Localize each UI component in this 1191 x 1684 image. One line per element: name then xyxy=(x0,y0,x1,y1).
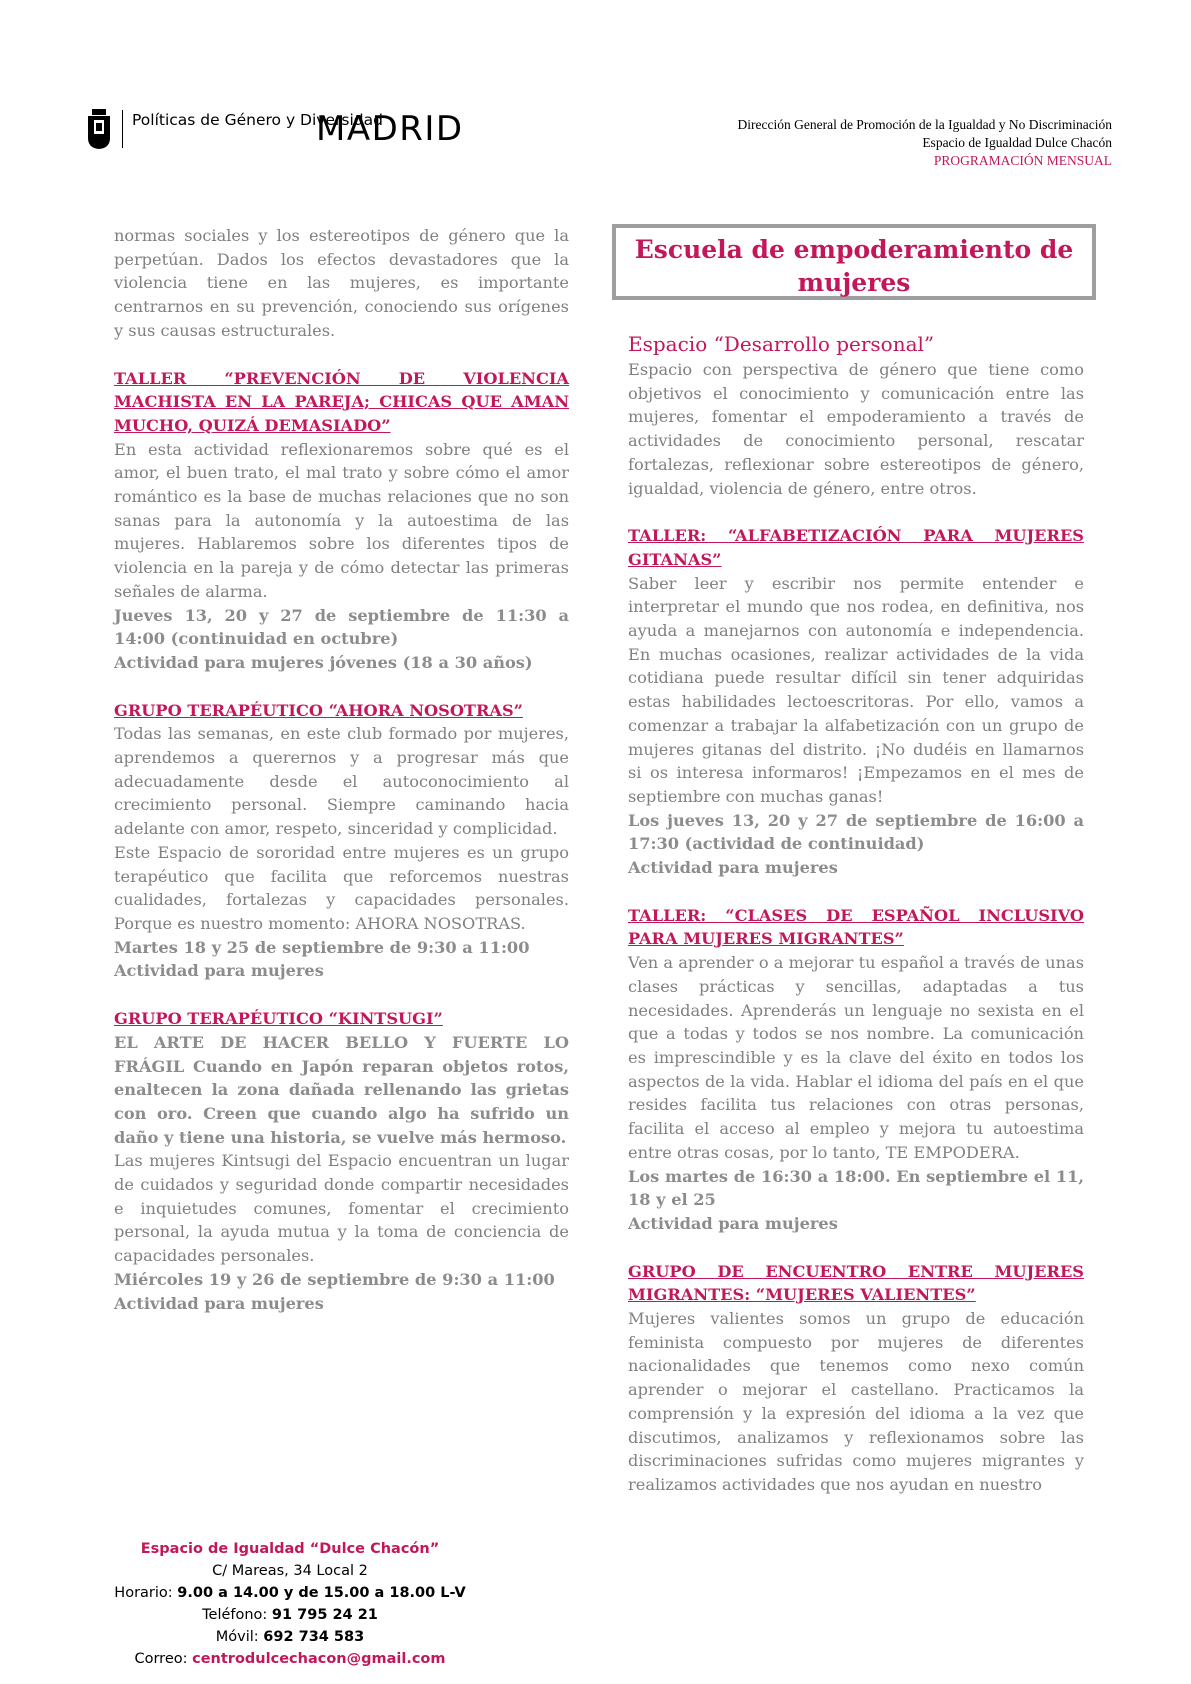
section-audience-prevencion: Actividad para mujeres jóvenes (18 a 30 años) xyxy=(114,652,533,672)
section-schedule-kintsugi: Miércoles 19 y 26 de septiembre de 9:30 a 11:00 xyxy=(114,1269,555,1289)
logo-department-text: Políticas de Género y Diversidad xyxy=(132,111,383,129)
section-title-prevencion: TALLER “PREVENCIÓN DE VIOLENCIA MACHISTA EN LA PAREJA; CHICAS QUE AMAN MUCHO, QUIZÁ DEMASIADO” xyxy=(114,368,569,435)
contact-footer xyxy=(110,1538,470,1670)
school-title: Escuela de empoderamiento de mujeres xyxy=(634,235,1074,297)
section-audience-ahora-nosotras: Actividad para mujeres xyxy=(114,961,324,981)
right-column xyxy=(628,330,1084,1497)
footer-center-name: Espacio de Igualdad “Dulce Chacón” xyxy=(140,1541,440,1557)
intro-paragraph: normas sociales y los estereotipos de género que la perpetúan. Dados los efectos devastadores que la violencia tiene en las mujeres, es importante centrarnos en su prevención, conociendo sus orígenes y sus causas estructurales. xyxy=(114,226,569,340)
section-title-kintsugi: GRUPO TERAPÉUTICO “KINTSUGI” xyxy=(114,1009,443,1029)
school-title-box xyxy=(612,224,1096,300)
section-title-alfabetizacion: TALLER: “ALFABETIZACIÓN PARA MUJERES GITANAS” xyxy=(628,526,1084,569)
footer-hours: Horario: 9.00 a 14.00 y de 15.00 a 18.00 L-V xyxy=(114,1585,466,1601)
org-line-2: Espacio de Igualdad Dulce Chacón xyxy=(922,135,1112,150)
footer-email: Correo: centrodulcechacon@gmail.com xyxy=(134,1651,446,1667)
section-body-mujeres-valientes: Mujeres valientes somos un grupo de educación feminista compuesto por mujeres de diferentes nacionalidades que tenemos como nexo común aprender o mejorar el castellano. Practicamos la comprensión y la expresión del idioma a la vez que discutimos, analizamos y reflexionamos sobre las discriminaciones sufridas como mujeres migrantes y realizamos actividades que nos ayudan en nuestro xyxy=(628,1309,1084,1494)
section-audience-espanol: Actividad para mujeres xyxy=(628,1213,838,1233)
section-audience-kintsugi: Actividad para mujeres xyxy=(114,1293,324,1313)
footer-email-link[interactable]: centrodulcechacon@gmail.com xyxy=(192,1651,446,1667)
section-body-ahora-nosotras-1: Todas las semanas, en este club formado por mujeres, aprendemos a querernos y a progresar más que adecuadamente desde el autoconocimiento al crecimiento personal. Siempre caminando hacia adelante con amor, respeto, sinceridad y complicidad. xyxy=(114,724,569,839)
footer-phone: Teléfono: 91 795 24 21 xyxy=(202,1607,378,1623)
left-column xyxy=(114,224,569,1315)
org-line-3: PROGRAMACIÓN MENSUAL xyxy=(933,153,1112,168)
space-intro: Espacio con perspectiva de género que tiene como objetivos el conocimiento y comunicación entre las mujeres, fomentar el empoderamiento a través de actividades de conocimiento personal, rescatar fortalezas, reflexionar sobre estereotipos de género, igualdad, violencia de género, entre otros. xyxy=(628,360,1084,498)
org-line-1: Dirección General de Promoción de la Igualdad y No Discriminación xyxy=(737,117,1112,132)
section-schedule-alfabetizacion: Los jueves 13, 20 y 27 de septiembre de 16:00 a 17:30 (actividad de continuidad) xyxy=(628,810,1084,854)
footer-address: C/ Mareas, 34 Local 2 xyxy=(212,1563,368,1579)
section-schedule-prevencion: Jueves 13, 20 y 27 de septiembre de 11:30 a 14:00 (continuidad en octubre) xyxy=(114,605,569,649)
section-body-prevencion: En esta actividad reflexionaremos sobre qué es el amor, el buen trato, el mal trato y sobre cómo el amor romántico es la base de muchas relaciones que no son sanas para la autonomía y la autoestima de las mujeres. Hablaremos sobre los diferentes tipos de violencia en la pareja y de cómo detectar las primeras señales de alarma. xyxy=(114,439,569,601)
section-body-espanol: Ven a aprender o a mejorar tu español a través de unas clases prácticas y sencillas, adaptadas a tus necesidades. Aprenderás un lenguaje no sexista en el que a todas y todos se nos nombre. La comunicación es imprescindible y es la clave del éxito en todos los aspectos de la vida. Hablar el idioma del país en el que resides facilita tus relaciones con otras personas, facilita el acceso al empleo y mejora tu autoestima entre otras cosas, por lo tanto, TE EMPODERA. xyxy=(628,953,1084,1162)
section-body-kintsugi: Las mujeres Kintsugi del Espacio encuentran un lugar de cuidados y seguridad donde compartir necesidades e inquietudes comunes, fomentar el crecimiento personal, la ayuda mutua y la toma de conciencia de capacidades personales. xyxy=(114,1151,569,1266)
footer-mobile: Móvil: 692 734 583 xyxy=(215,1629,365,1645)
section-title-espanol: TALLER: “CLASES DE ESPAÑOL INCLUSIVO PARA MUJERES MIGRANTES” xyxy=(628,905,1084,949)
section-audience-alfabetizacion: Actividad para mujeres xyxy=(628,858,838,878)
logo-city-text: MADRID xyxy=(316,109,464,149)
section-title-ahora-nosotras: GRUPO TERAPÉUTICO “AHORA NOSOTRAS” xyxy=(114,700,523,720)
madrid-logo xyxy=(86,108,486,152)
section-schedule-espanol: Los martes de 16:30 a 18:00. En septiembre el 11, 18 y el 25 xyxy=(628,1166,1084,1210)
logo-divider xyxy=(122,110,123,148)
section-body-alfabetizacion: Saber leer y escribir nos permite entender e interpretar el mundo que nos rodea, en definitiva, nos ayuda a manejarnos con autonomía e independencia. En muchas ocasiones, realizar actividades de la vida cotidiana puede resultar difícil sin tener adquiridas estas habilidades lectoescritoras. Por ello, vamos a comenzar a trabajar la alfabetización con un grupo de mujeres gitanas del distrito. ¡No dudéis en llamarnos si os interesa informaros! ¡Empezamos en el mes de septiembre con muchas ganas! xyxy=(628,573,1084,806)
section-body-ahora-nosotras-2: Este Espacio de sororidad entre mujeres es un grupo terapéutico que facilita que reforcemos nuestras cualidades, fortalezas y capacidades personales. Porque es nuestro momento: AHORA NOSOTRAS. xyxy=(114,842,569,933)
space-subheading: Espacio “Desarrollo personal” xyxy=(628,332,935,356)
section-schedule-ahora-nosotras: Martes 18 y 25 de septiembre de 9:30 a 11:00 xyxy=(114,937,530,957)
organization-header xyxy=(738,116,1113,170)
section-bold-kintsugi: EL ARTE DE HACER BELLO Y FUERTE LO FRÁGIL Cuando en Japón reparan objetos rotos, enaltecen la zona dañada rellenando las grietas con oro. Creen que cuando algo ha sufrido un daño y tiene una historia, se vuelve más hermoso. xyxy=(114,1032,569,1147)
madrid-coat-of-arms-icon xyxy=(86,108,112,150)
section-title-mujeres-valientes: GRUPO DE ENCUENTRO ENTRE MUJERES MIGRANTES: “MUJERES VALIENTES” xyxy=(628,1261,1084,1305)
